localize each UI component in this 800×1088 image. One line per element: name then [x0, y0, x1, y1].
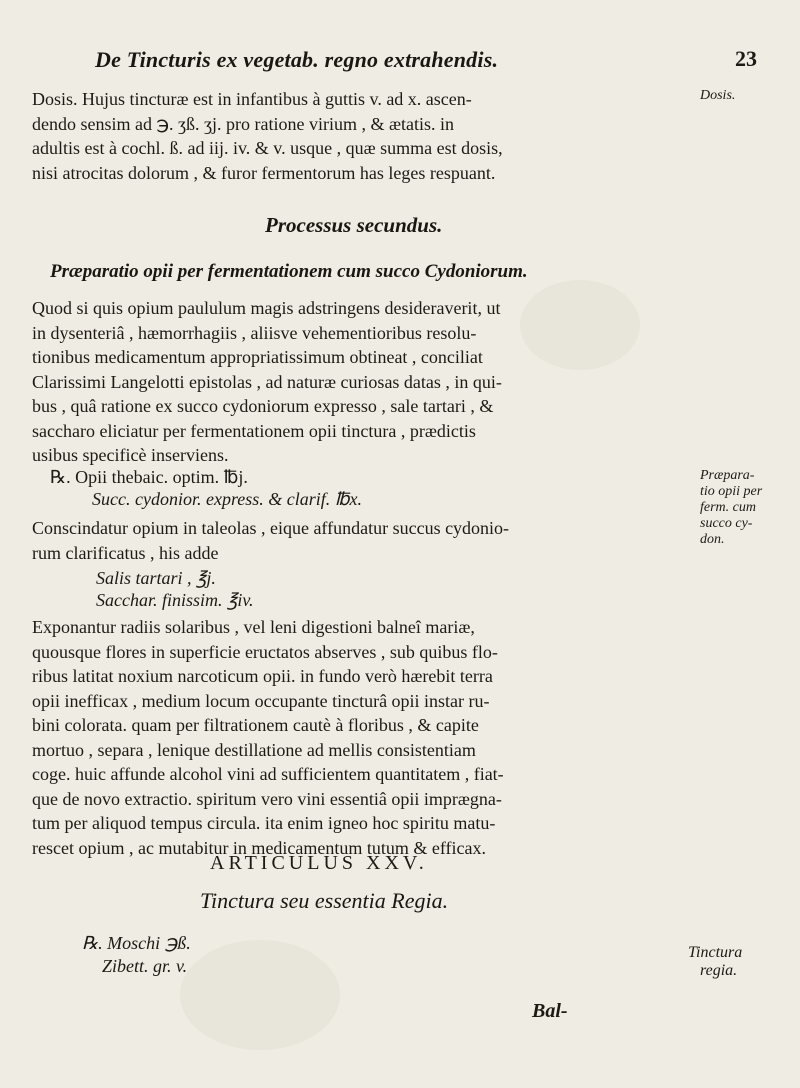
text-line: bus , quâ ratione ex succo cydoniorum expresso , sale tartari , & [32, 396, 494, 416]
text-line: bini colorata. quam per filtrationem cautè à floribus , & capite [32, 715, 479, 735]
text-line: Quod si quis opium paululum magis adstringens desideraverit, ut [32, 298, 501, 318]
text-line: in dysenteriâ , hæmorrhagiis , aliisve vehementioribus resolu- [32, 322, 477, 343]
text-line: rescet opium , ac mutabitur in medicamentum tutum & efficax. [32, 837, 487, 858]
paper-stain [180, 940, 340, 1050]
recipe-salis [96, 567, 254, 611]
recipe-moschi [82, 932, 191, 978]
heading-praeparatio: Præparatio opii per fermentationem cum succo Cydoniorum. [50, 261, 528, 282]
paragraph-conscindatur [32, 516, 682, 565]
margin-note-tinctura: Tinctura regia. [688, 944, 743, 979]
text-line: adultis est à cochl. ß. ad iij. iv. & v. usque , quæ summa est dosis, [32, 138, 503, 158]
text-line: que de novo extractio. spiritum vero vini essentiâ opii imprægna- [32, 788, 502, 809]
margin-note-dosis: Dosis. [700, 88, 736, 103]
heading-processus: Processus secundus. [265, 213, 443, 237]
text-line: Clarissimi Langelotti epistolas , ad naturæ curiosas datas , in qui- [32, 371, 502, 392]
margin-note-praeparatio: Præpara- tio opii per ferm. cum succo cy- don. [700, 468, 763, 547]
catchword: Bal- [532, 1000, 568, 1022]
recipe-line: Zibett. gr. v. [102, 956, 188, 976]
text-line: coge. huic affunde alcohol vini ad sufficientem quantitatem , fiat- [32, 764, 504, 784]
article-subheading: Tinctura seu essentia Regia. [200, 888, 449, 913]
text-line: Conscindatur opium in taleolas , eique affundatur succus cydonio- [32, 518, 510, 538]
text-line: saccharo eliciatur per fermentationem opii tinctura , prædictis [32, 420, 476, 441]
text-line: opii inefficax , medium locum occupante tincturâ opii instar ru- [32, 690, 490, 711]
paragraph-dosis [32, 87, 682, 185]
paragraph-exponantur [32, 615, 682, 860]
text-line: nisi atrocitas dolorum , & furor fermentorum has leges respuant. [32, 162, 496, 183]
running-head: De Tincturis ex vegetab. regno extrahendis. [95, 47, 499, 72]
paragraph-quod [32, 296, 682, 468]
recipe-line: ℞. Opii thebaic. optim. ℔j. [50, 467, 248, 487]
text-line: Exponantur radiis solaribus , vel leni digestioni balneî mariæ, [32, 617, 475, 637]
text-line: ribus latitat noxium narcoticum opii. in fundo verò hærebit terra [32, 666, 493, 686]
article-heading: ARTICULUS XXV. [210, 852, 428, 874]
text-line: rum clarificatus , his adde [32, 542, 219, 563]
recipe-line: ℞. Moschi ℈ß. [82, 933, 191, 953]
text-line: tionibus medicamentum appropriatissimum obtineat , conciliat [32, 347, 483, 367]
text-line: dendo sensim ad ℈. ʒß. ʒj. pro ratione virium , & ætatis. in [32, 113, 454, 134]
recipe-opium [50, 466, 362, 510]
text-line: quousque flores in superficie eructatos abserves , sub quibus flo- [32, 641, 498, 662]
recipe-line: Salis tartari , ℥j. [96, 568, 216, 588]
text-line: Dosis. Hujus tincturæ est in infantibus à guttis v. ad x. ascen- [32, 89, 472, 109]
text-line: usibus specificè inserviens. [32, 445, 229, 465]
text-line: mortuo , separa , lenique destillatione ad mellis consistentiam [32, 739, 476, 760]
recipe-line: Sacchar. finissim. ℥iv. [96, 590, 254, 610]
text-line: tum per aliquod tempus circula. ita enim igneo hoc spiritu matu- [32, 813, 496, 833]
recipe-line: Succ. cydonior. express. & clarif. ℔x. [92, 489, 362, 509]
page-number: 23 [735, 46, 757, 71]
